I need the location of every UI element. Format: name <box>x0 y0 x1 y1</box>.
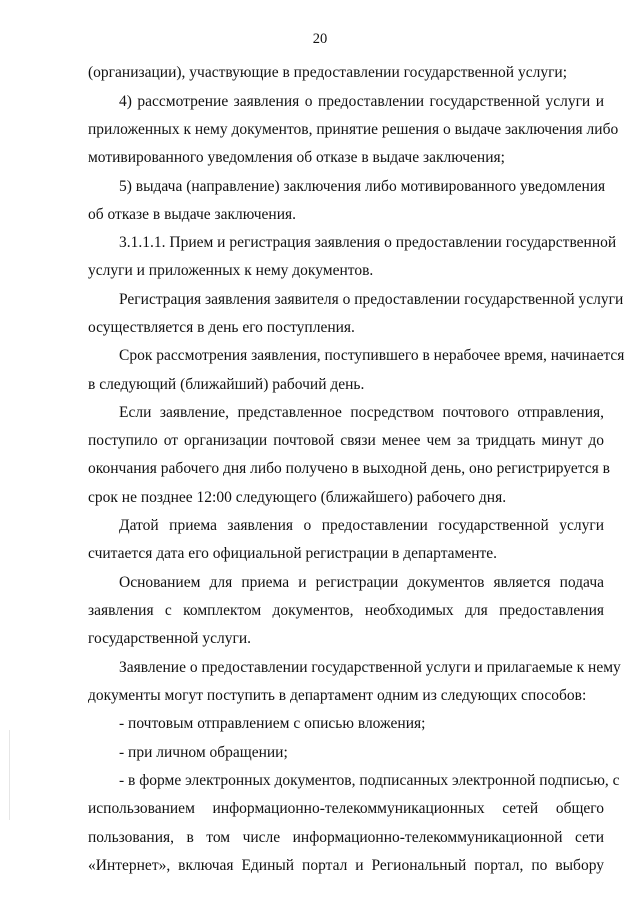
text-line: приложенных к нему документов, принятие решения о выдаче заключения либо <box>88 121 619 138</box>
text-line: документы могут поступить в департамент одним из следующих способов: <box>88 687 587 704</box>
text-line: - при личном обращении; <box>119 744 288 761</box>
text-line: услуги и приложенных к нему документов. <box>88 262 374 279</box>
text-line: срок не позднее 12:00 следующего (ближайшего) рабочего дня. <box>88 489 507 506</box>
text-line: мотивированного уведомления об отказе в выдаче заключения; <box>88 149 505 166</box>
text-line: государственной услуги. <box>88 630 251 647</box>
text-line: Датой приема заявления о предоставлении государственной услуги <box>119 517 604 534</box>
text-line: 3.1.1.1. Прием и регистрация заявления о предоставлении государственной <box>119 234 617 251</box>
scan-margin-mark <box>9 730 10 820</box>
text-line: пользования, в том числе информационно-телекоммуникационной сети <box>88 829 604 846</box>
text-line: считается дата его официальной регистрации в департаменте. <box>88 545 498 562</box>
text-line: заявления с комплектом документов, необходимых для предоставления <box>88 602 604 619</box>
text-line: использованием информационно-телекоммуникационных сетей общего <box>88 800 604 817</box>
text-line: об отказе в выдаче заключения. <box>88 206 297 223</box>
text-line: «Интернет», включая Единый портал и Региональный портал, по выбору <box>88 857 604 874</box>
text-line: 5) выдача (направление) заключения либо мотивированного уведомления <box>119 178 606 195</box>
text-line: Основанием для приема и регистрации документов является подача <box>119 574 604 591</box>
text-line: в следующий (ближайший) рабочий день. <box>88 376 365 393</box>
text-line: - в форме электронных документов, подписанных электронной подписью, с <box>119 772 620 789</box>
text-line: поступило от организации почтовой связи менее чем за тридцать минут до <box>88 432 604 449</box>
page-number: 20 <box>312 31 328 47</box>
text-line: (организации), участвующие в предоставлении государственной услуги; <box>88 64 568 81</box>
text-line: окончания рабочего дня либо получено в выходной день, оно регистрируется в <box>88 460 610 477</box>
text-line: Регистрация заявления заявителя о предоставлении государственной услуги <box>119 291 624 308</box>
text-line: 4) рассмотрение заявления о предоставлении государственной услуги и <box>119 93 604 110</box>
text-line: Срок рассмотрения заявления, поступившего в нерабочее время, начинается <box>119 347 625 364</box>
text-line: осуществляется в день его поступления. <box>88 319 355 336</box>
text-line: Если заявление, представленное посредством почтового отправления, <box>119 404 604 421</box>
text-line: - почтовым отправлением с описью вложения; <box>119 715 426 732</box>
text-line: Заявление о предоставлении государственной услуги и прилагаемые к нему <box>119 659 621 676</box>
